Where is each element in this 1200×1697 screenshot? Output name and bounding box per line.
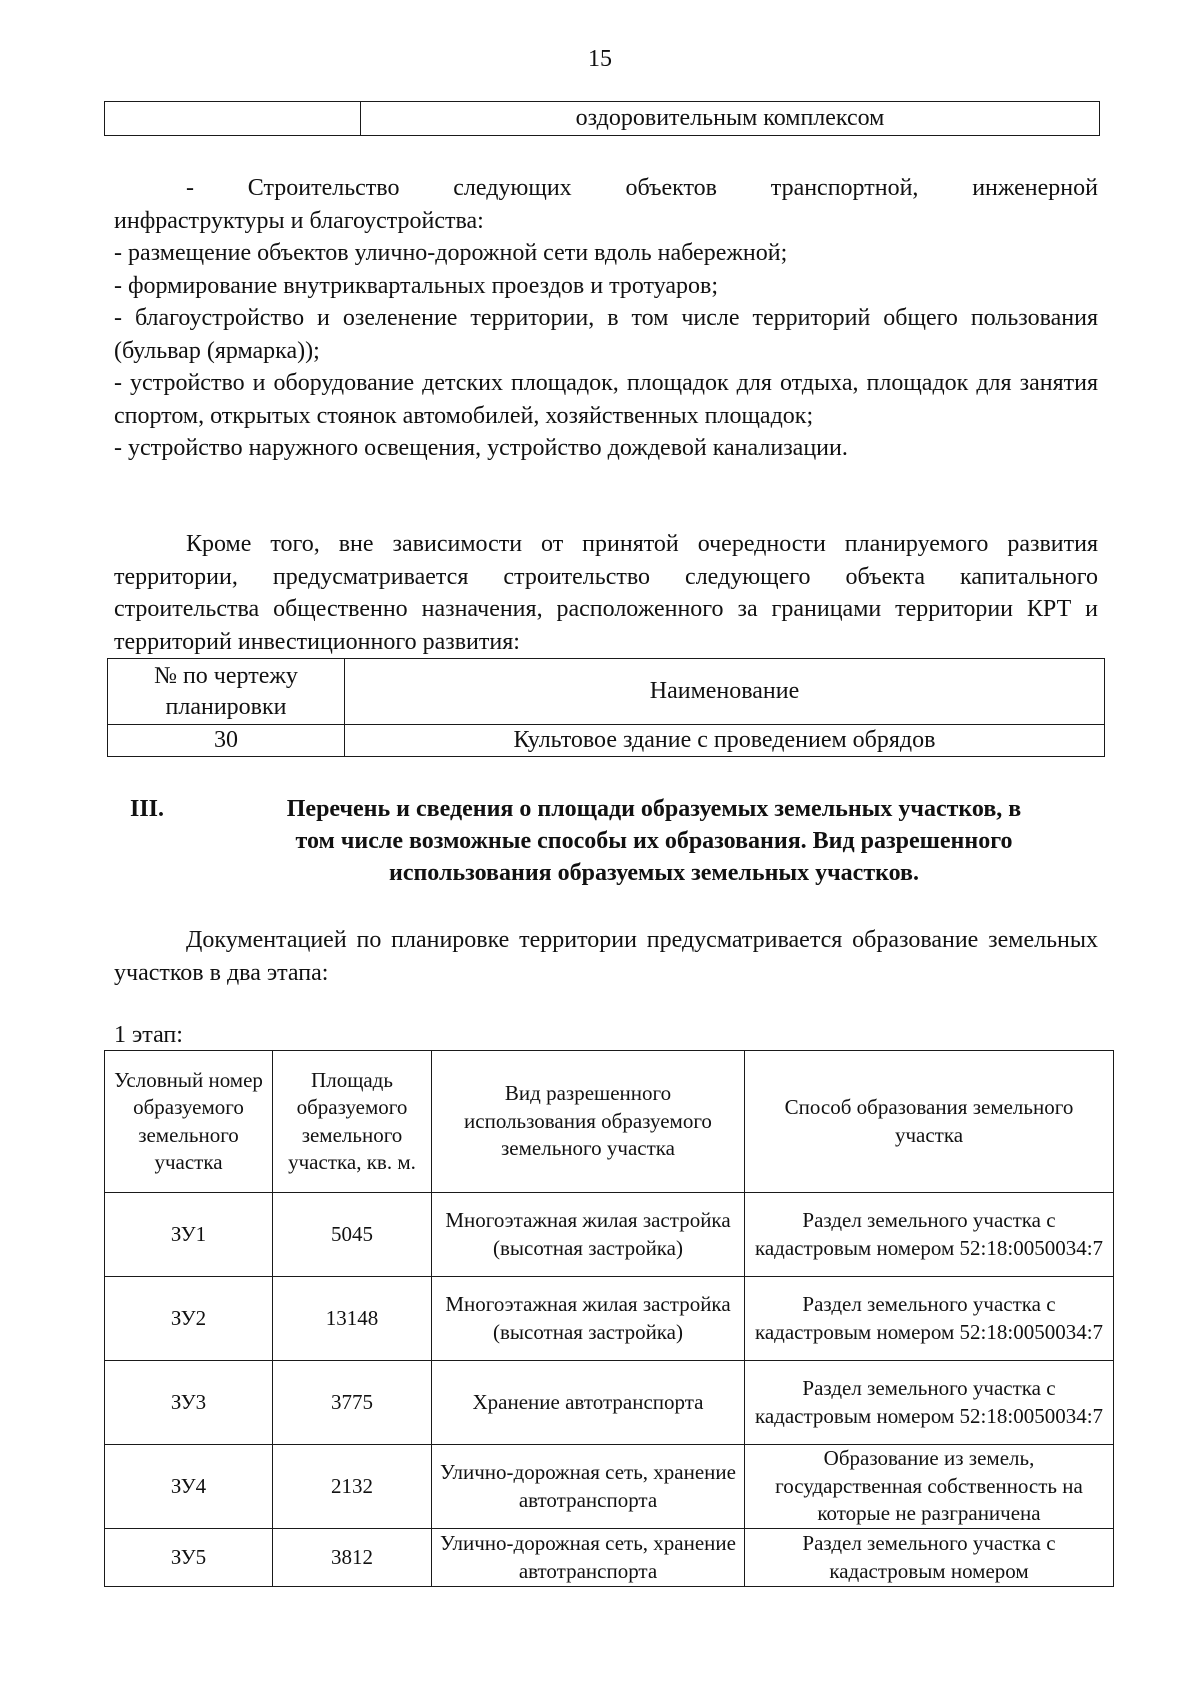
page-number: 15 — [588, 46, 612, 72]
list-item: - формирование внутриквартальных проездов и тротуаров; — [114, 272, 719, 299]
plot-use: Многоэтажная жилая застройка (высотная застройка) — [432, 1193, 745, 1277]
section-title-line: том числе возможные способы их образования. Вид разрешенного — [295, 828, 1013, 854]
documentation-paragraph: Документацией по планировке территории предусматривается образование земельных участков в два этапа: — [114, 927, 1098, 986]
plot-area: 3775 — [273, 1361, 432, 1445]
plot-area: 2132 — [273, 1445, 432, 1529]
list-item: - устройство и оборудование детских площадок, площадок для отдыха, площадок для занятия спортом, открытых стоянок автомобилей, хозяйственных площадок; — [114, 370, 1098, 429]
section-title-line: Перечень и сведения о площади образуемых земельных участков, в — [286, 796, 1022, 822]
plot-id: ЗУ5 — [105, 1529, 273, 1587]
plot-use: Улично-дорожная сеть, хранение автотранспорта — [432, 1529, 745, 1587]
construction-intro-line: - Строительство следующих объектов транспортной, инженерной — [186, 175, 1098, 201]
plot-use: Улично-дорожная сеть, хранение автотранспорта — [432, 1445, 745, 1529]
plot-method: Раздел земельного участка с кадастровым номером 52:18:0050034:7 — [745, 1361, 1114, 1445]
table-header-row — [108, 659, 1105, 725]
plot-id: ЗУ3 — [105, 1361, 273, 1445]
list-item: - размещение объектов улично-дорожной сети вдоль набережной; — [114, 240, 788, 266]
plot-method: Раздел земельного участка с кадастровым номером 52:18:0050034:7 — [745, 1277, 1114, 1361]
besides-paragraph: Кроме того, вне зависимости от принятой очередности планируемого развития территории, предусматривается строительство следующего объекта капитального строительства общественно назначения, расположенного за границами территории КРТ и территорий инвестиционного развития: — [114, 531, 1098, 655]
plot-area: 3812 — [273, 1529, 432, 1587]
column-header: Вид разрешенного использования образуемого земельного участка — [432, 1051, 745, 1193]
table-cell — [105, 102, 361, 136]
table-row — [105, 1445, 1114, 1529]
section-title-line: использования образуемых земельных участков. — [388, 860, 919, 886]
plot-method: Раздел земельного участка с кадастровым номером 52:18:0050034:7 — [745, 1193, 1114, 1277]
stage-label: 1 этап: — [114, 1022, 183, 1048]
plot-id: ЗУ2 — [105, 1277, 273, 1361]
plot-id: ЗУ4 — [105, 1445, 273, 1529]
table-cell: оздоровительным комплексом — [361, 102, 1100, 136]
object-number: 30 — [108, 725, 345, 757]
column-header: Площадь образуемого земельного участка, кв. м. — [273, 1051, 432, 1193]
plot-method: Раздел земельного участка с кадастровым номером — [745, 1529, 1114, 1587]
list-item: - благоустройство и озеленение территории, в том числе территорий общего пользования (бульвар (ярмарка)); — [114, 305, 1098, 364]
plot-use: Хранение автотранспорта — [432, 1361, 745, 1445]
table-row — [105, 102, 1100, 136]
column-header: Способ образования земельного участка — [745, 1051, 1114, 1193]
construction-intro-line: инфраструктуры и благоустройства: — [114, 207, 484, 234]
table-row — [108, 725, 1105, 757]
objects-table — [107, 658, 1105, 757]
plot-id: ЗУ1 — [105, 1193, 273, 1277]
list-item: - устройство наружного освещения, устройство дождевой канализации. — [114, 435, 848, 461]
table-row — [105, 1277, 1114, 1361]
plot-use: Многоэтажная жилая застройка (высотная застройка) — [432, 1277, 745, 1361]
section-number: III. — [130, 796, 165, 822]
construction-list — [114, 172, 1098, 465]
plot-area: 13148 — [273, 1277, 432, 1361]
table-row — [105, 1193, 1114, 1277]
column-header: Условный номер образуемого земельного участка — [105, 1051, 273, 1193]
object-name: Культовое здание с проведением обрядов — [345, 725, 1105, 757]
table-header-row — [105, 1051, 1114, 1193]
plot-method: Образование из земель, государственная собственность на которые не разграничена — [745, 1445, 1114, 1529]
table-row — [105, 1529, 1114, 1587]
table-row — [105, 1361, 1114, 1445]
plots-table — [104, 1050, 1114, 1587]
plot-area: 5045 — [273, 1193, 432, 1277]
column-header: № по чертежу планировки — [108, 659, 345, 725]
column-header: Наименование — [345, 659, 1105, 725]
continuation-table — [104, 101, 1100, 136]
